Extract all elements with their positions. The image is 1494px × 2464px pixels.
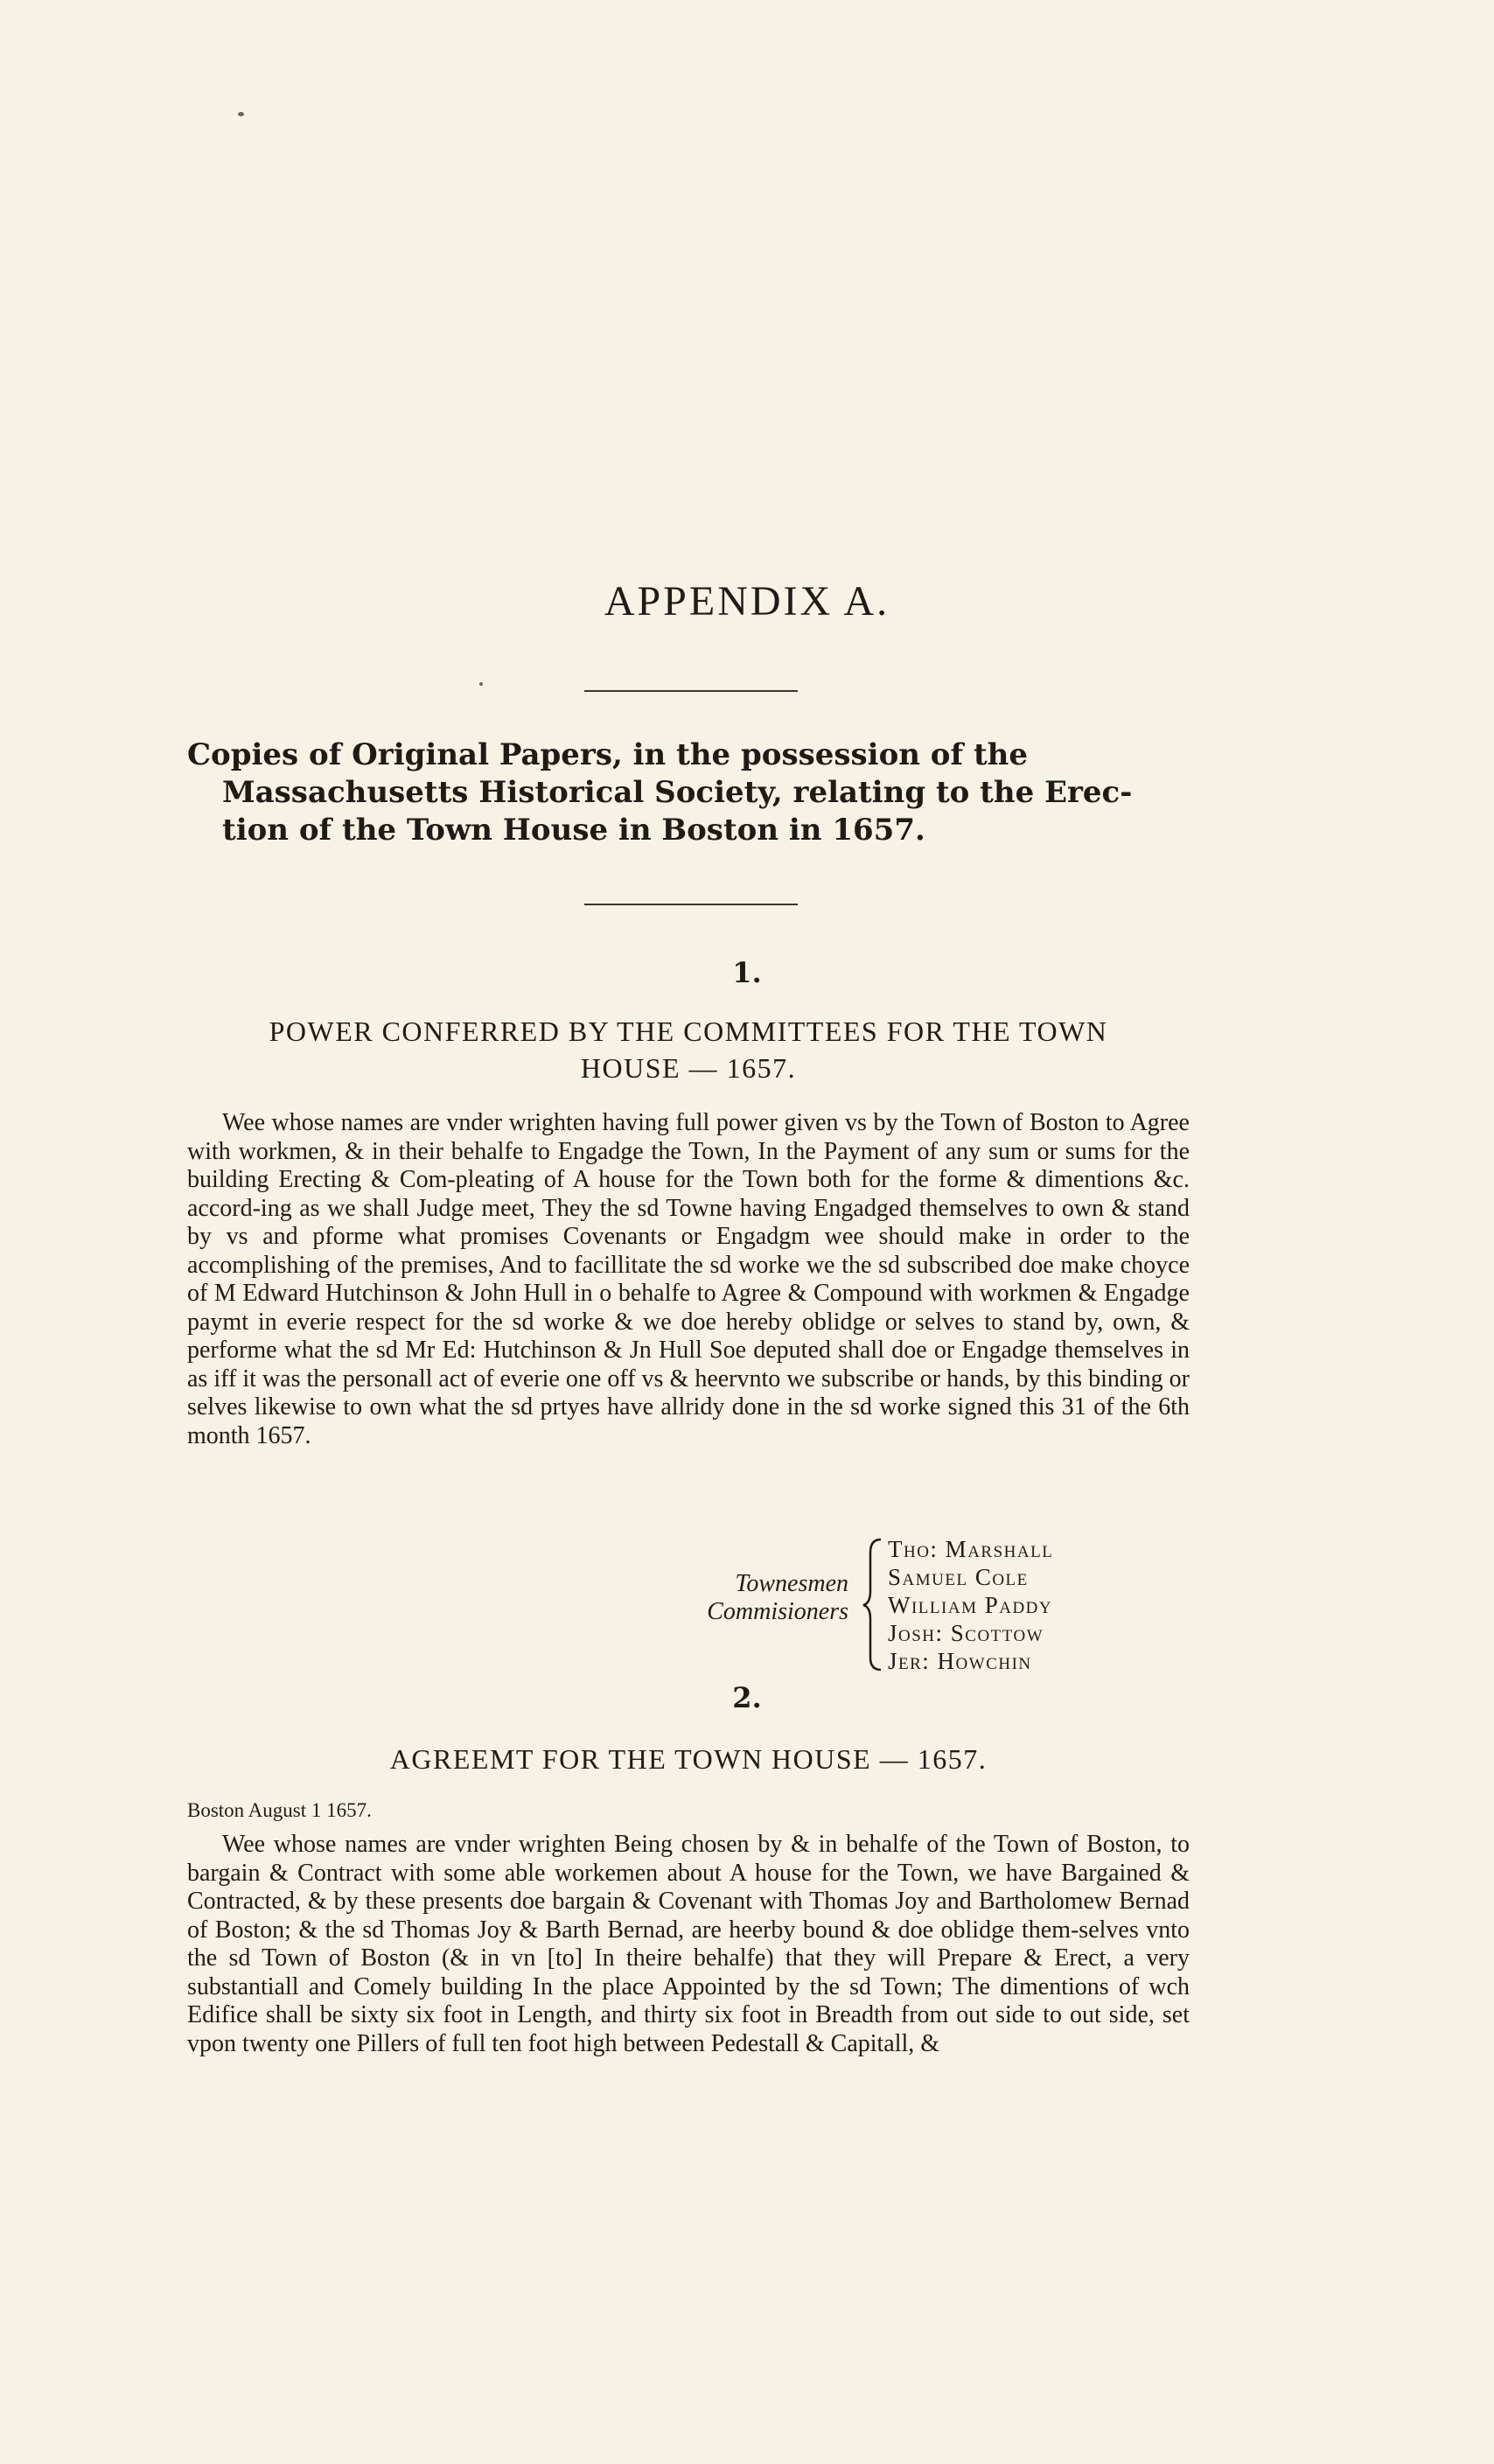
print-speck bbox=[479, 682, 483, 686]
section-1-body: Wee whose names are vnder wrighten having full power given vs by the Town of Boston to Agree with workmen, & in their behalfe to Engadge the Town, In the Payment of any sum or sums for the building Erecting & Com-pleating of A house for the Town both for the forme & dimentions &c. accord-ing as we shall Judge meet, They the sd Towne having Engadged themselves to own & stand by vs and pforme what promises Covenants or Engadgm wee should make in order to the accomplishing of the premises, And to facillitate the sd worke we the sd subscribed doe make choyce of M Edward Hutchinson & John Hull in o behalfe to Agree & Compound with workmen & Engadge paymt in everie respect for the sd worke & we doe hereby oblidge or selves to stand by, own, & performe what the sd Mr Ed: Hutchinson & Jn Hull Soe deputed shall doe or Engadge themselves in as iff it was the personall act of everie one off vs & heervnto we subscribe or hands, by this binding or selves likewise to own what the sd prtyes have allridy done in the sd worke signed this 31 of the 6th month 1657. bbox=[187, 1109, 1190, 1449]
signatory-list bbox=[888, 1535, 1053, 1675]
appendix-title: APPENDIX A. bbox=[604, 578, 890, 625]
signatory-name: William Paddy bbox=[888, 1592, 1053, 1618]
subtitle-line-2: Massachusetts Historical Society, relating to the Erec- bbox=[222, 775, 1133, 810]
signature-block bbox=[674, 1535, 1198, 1675]
section-2-body: Wee whose names are vnder wrighten Being chosen by & in behalfe of the Town of Boston, to bargain & Contract with some able workemen about A house for the Town, we have Bargained & Contracted, & by these presents doe bargain & Covenant with Thomas Joy and Bartholomew Bernad of Boston; & the sd Thomas Joy & Barth Bernad, are heerby bound & doe oblidge them-selves vnto the sd Town of Boston (& in vn [to] In theire behalfe) that they will Prepare & Erect, a very substantiall and Comely building In the place Appointed by the sd Town; The dimentions of wch Edifice shall be sixty six foot in Length, and thirty six foot in Breadth from out side to out side, set vpon twenty one Pillers of full ten foot high between Pedestall & Capitall, & bbox=[187, 1831, 1190, 2057]
subtitle-rule bbox=[584, 904, 798, 905]
print-speck bbox=[238, 112, 244, 116]
section-2-heading: AGREEMT FOR THE TOWN HOUSE — 1657. bbox=[389, 1743, 988, 1775]
section-2-dateline: Boston August 1 1657. bbox=[187, 1799, 372, 1821]
section-1-heading-line-2: HOUSE — 1657. bbox=[580, 1052, 797, 1084]
section-1-heading-line-1: POWER CONFERRED BY THE COMMITTEES FOR THE TOWN bbox=[269, 1016, 1108, 1047]
signatory-name: Jer: Howchin bbox=[888, 1648, 1032, 1674]
subtitle-line-3: tion of the Town House in Boston in 1657. bbox=[222, 813, 925, 848]
section-1-number: 1. bbox=[732, 956, 762, 989]
signature-label-line-2: Commisioners bbox=[707, 1598, 848, 1625]
curly-brace-icon bbox=[862, 1537, 884, 1672]
signatory-name: Samuel Cole bbox=[888, 1564, 1029, 1590]
document-subtitle bbox=[187, 736, 1190, 849]
signatory-name: Tho: Marshall bbox=[888, 1536, 1054, 1562]
section-1-heading bbox=[187, 1013, 1190, 1086]
signature-label-line-1: Townesmen bbox=[735, 1570, 848, 1597]
title-rule bbox=[584, 690, 798, 692]
section-2-number: 2. bbox=[732, 1681, 762, 1714]
subtitle-line-1: Copies of Original Papers, in the possession of the bbox=[187, 737, 1028, 772]
signatory-name: Josh: Scottow bbox=[888, 1620, 1044, 1646]
signature-label bbox=[707, 1570, 848, 1626]
